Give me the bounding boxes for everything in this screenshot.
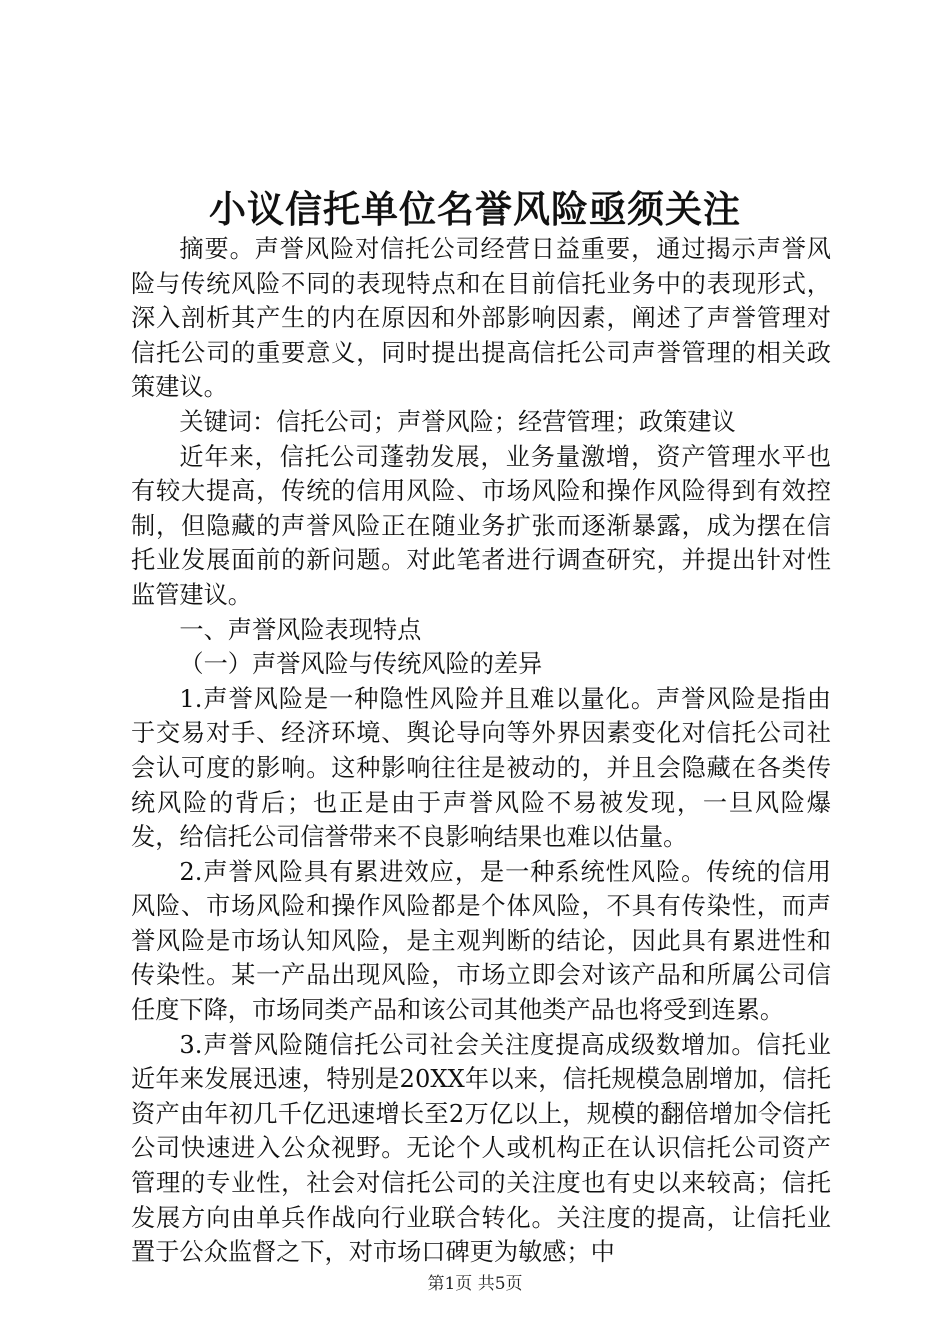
- body-paragraph-2: 2.声誉风险具有累进效应，是一种系统性风险。传统的信用风险、市场风险和操作风险都是个体风险，不具有传染性，而声誉风险是市场认知风险，是主观判断的结论，因此具有累进性和传染性。某一产品出现风险，市场立即会对该产品和所属公司信任度下降，市场同类产品和该公司其他类产品也将受到连累。: [131, 857, 831, 1025]
- document-title: 小议信托单位名誉风险亟须关注: [209, 187, 741, 231]
- subsection-heading: （一）声誉风险与传统风险的差异: [179, 650, 543, 679]
- body-paragraph-1: 1.声誉风险是一种隐性风险并且难以量化。声誉风险是指由于交易对手、经济环境、舆论导向等外界因素变化对信托公司社会认可度的影响。这种影响往往是被动的，并且会隐藏在各类传统风险的背后；也正是由于声誉风险不易被发现，一旦风险爆发，给信托公司信誉带来不良影响结果也难以估量。: [131, 684, 831, 852]
- section-heading: 一、声誉风险表现特点: [179, 615, 422, 644]
- intro-paragraph: 近年来，信托公司蓬勃发展，业务量激增，资产管理水平也有较大提高，传统的信用风险、市场风险和操作风险得到有效控制，但隐藏的声誉风险正在随业务扩张而逐渐暴露，成为摆在信托业发展面前的新问题。对此笔者进行调查研究，并提出针对性监管建议。: [131, 442, 831, 609]
- abstract-paragraph: 摘要。声誉风险对信托公司经营日益重要，通过揭示声誉风险与传统风险不同的表现特点和在目前信托业务中的表现形式，深入剖析其产生的内在原因和外部影响因素，阐述了声誉管理对信托公司的重要意义，同时提出提高信托公司声誉管理的相关政策建议。: [131, 235, 831, 402]
- keywords-paragraph: 关键词：信托公司；声誉风险；经营管理；政策建议: [179, 407, 736, 436]
- page-footer: [0, 1272, 950, 1296]
- page-number: 第1页 共5页: [427, 1274, 523, 1294]
- document-body: [131, 232, 831, 1270]
- body-paragraph-3: 3.声誉风险随信托公司社会关注度提高成级数增加。信托业近年来发展迅速，特别是20XX年以来，信托规模急剧增加，信托资产由年初几千亿迅速增长至2万亿以上，规模的翻倍增加令信托公司快速进入公众视野。无论个人或机构正在认识信托公司资产管理的专业性，社会对信托公司的关注度也有史以来较高；信托发展方向由单兵作战向行业联合转化。关注度的提高，让信托业置于公众监督之下，对市场口碑更为敏感；中: [131, 1030, 831, 1267]
